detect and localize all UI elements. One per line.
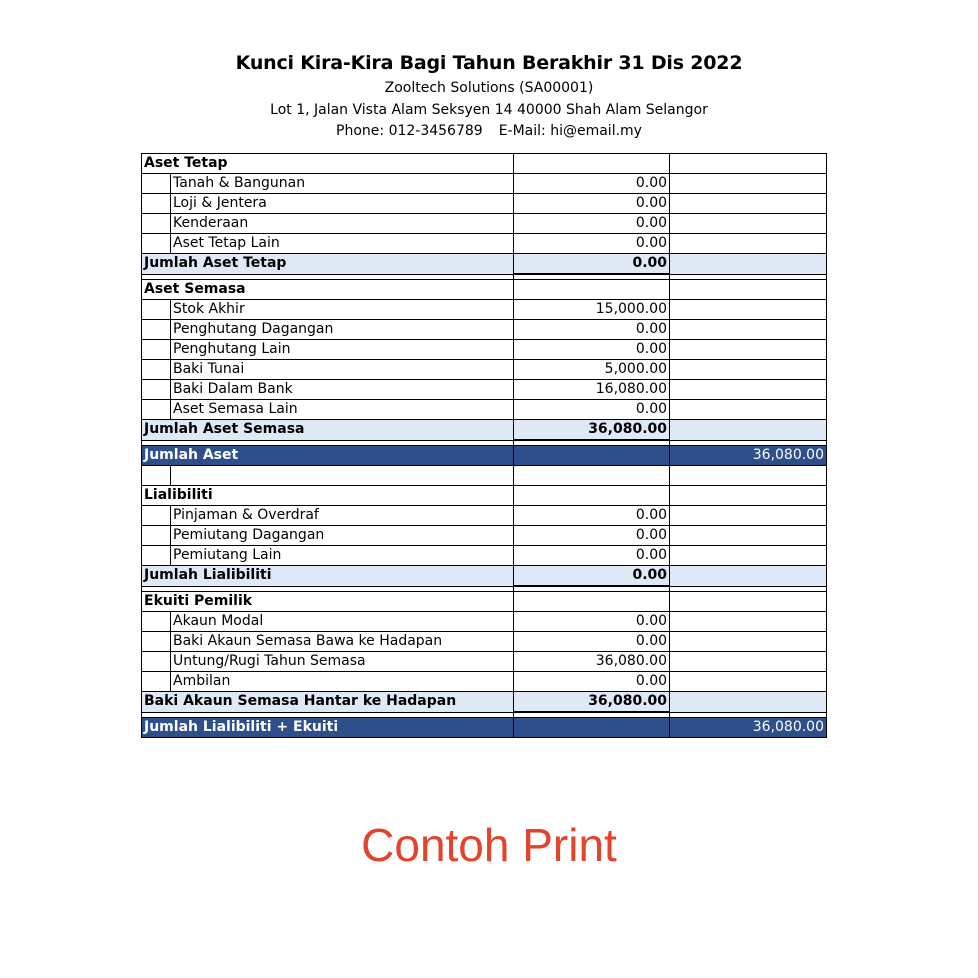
section-header-ekuiti: Ekuiti Pemilik bbox=[142, 592, 827, 612]
row-label: Untung/Rugi Tahun Semasa bbox=[171, 652, 514, 672]
row-label: Tanah & Bangunan bbox=[171, 174, 514, 194]
row-value: 0.00 bbox=[514, 506, 670, 526]
table-row bbox=[142, 174, 827, 194]
contact-line bbox=[0, 123, 978, 139]
row-label: Kenderaan bbox=[171, 214, 514, 234]
email-text: E-Mail: hi@email.my bbox=[498, 123, 642, 139]
table-row bbox=[142, 672, 827, 692]
table-row bbox=[142, 506, 827, 526]
row-label: Aset Semasa Lain bbox=[171, 400, 514, 420]
row-value: 0.00 bbox=[514, 672, 670, 692]
row-value: 0.00 bbox=[514, 320, 670, 340]
row-label: Penghutang Lain bbox=[171, 340, 514, 360]
row-label: Baki Tunai bbox=[171, 360, 514, 380]
row-value: 0.00 bbox=[514, 194, 670, 214]
row-value: 0.00 bbox=[514, 234, 670, 254]
table-row bbox=[142, 194, 827, 214]
row-value: 0.00 bbox=[514, 612, 670, 632]
section-header-liabiliti: Lialibiliti bbox=[142, 486, 827, 506]
table-row bbox=[142, 340, 827, 360]
row-label: Stok Akhir bbox=[171, 300, 514, 320]
table-row bbox=[142, 546, 827, 566]
section-header-aset-tetap: Aset Tetap bbox=[142, 154, 827, 174]
table-row bbox=[142, 380, 827, 400]
row-value: 15,000.00 bbox=[514, 300, 670, 320]
row-label: Baki Dalam Bank bbox=[171, 380, 514, 400]
table-row bbox=[142, 632, 827, 652]
row-value: 0.00 bbox=[514, 340, 670, 360]
row-label: Pemiutang Lain bbox=[171, 546, 514, 566]
row-label: Ambilan bbox=[171, 672, 514, 692]
company-address: Lot 1, Jalan Vista Alam Seksyen 14 40000 Shah Alam Selangor bbox=[270, 102, 708, 118]
subtotal-row-ekuiti: Baki Akaun Semasa Hantar ke Hadapan 36,080.00 bbox=[142, 692, 827, 713]
balance-sheet-table bbox=[141, 153, 827, 738]
table-row bbox=[142, 400, 827, 420]
section-header-aset-semasa: Aset Semasa bbox=[142, 280, 827, 300]
row-value: 0.00 bbox=[514, 546, 670, 566]
row-value: 0.00 bbox=[514, 526, 670, 546]
row-value: 0.00 bbox=[514, 174, 670, 194]
table-row bbox=[142, 234, 827, 254]
table-row bbox=[142, 300, 827, 320]
row-value: 16,080.00 bbox=[514, 380, 670, 400]
phone-text: Phone: 012-3456789 bbox=[336, 123, 483, 139]
table-row bbox=[142, 526, 827, 546]
row-label: Akaun Modal bbox=[171, 612, 514, 632]
row-label: Aset Tetap Lain bbox=[171, 234, 514, 254]
row-label: Pemiutang Dagangan bbox=[171, 526, 514, 546]
row-value: 0.00 bbox=[514, 214, 670, 234]
row-value: 0.00 bbox=[514, 400, 670, 420]
table-row bbox=[142, 612, 827, 632]
total-row-jumlah-aset: Jumlah Aset 36,080.00 bbox=[142, 446, 827, 466]
row-label: Penghutang Dagangan bbox=[171, 320, 514, 340]
report-title: Kunci Kira-Kira Bagi Tahun Berakhir 31 Dis 2022 bbox=[235, 52, 743, 74]
row-label: Loji & Jentera bbox=[171, 194, 514, 214]
row-label: Pinjaman & Overdraf bbox=[171, 506, 514, 526]
table-row bbox=[142, 320, 827, 340]
table-row bbox=[142, 214, 827, 234]
company-name: Zooltech Solutions (SA00001) bbox=[384, 80, 594, 96]
row-value: 0.00 bbox=[514, 632, 670, 652]
table-row bbox=[142, 652, 827, 672]
sample-print-watermark: Contoh Print bbox=[361, 819, 617, 871]
subtotal-row-aset-tetap: Jumlah Aset Tetap 0.00 bbox=[142, 254, 827, 275]
table-row bbox=[142, 360, 827, 380]
total-row-liabiliti-ekuiti: Jumlah Lialibiliti + Ekuiti 36,080.00 bbox=[142, 718, 827, 738]
row-value: 5,000.00 bbox=[514, 360, 670, 380]
subtotal-row-liabiliti: Jumlah Lialibiliti 0.00 bbox=[142, 566, 827, 587]
row-label: Baki Akaun Semasa Bawa ke Hadapan bbox=[171, 632, 514, 652]
subtotal-row-aset-semasa: Jumlah Aset Semasa 36,080.00 bbox=[142, 420, 827, 441]
row-value: 36,080.00 bbox=[514, 652, 670, 672]
